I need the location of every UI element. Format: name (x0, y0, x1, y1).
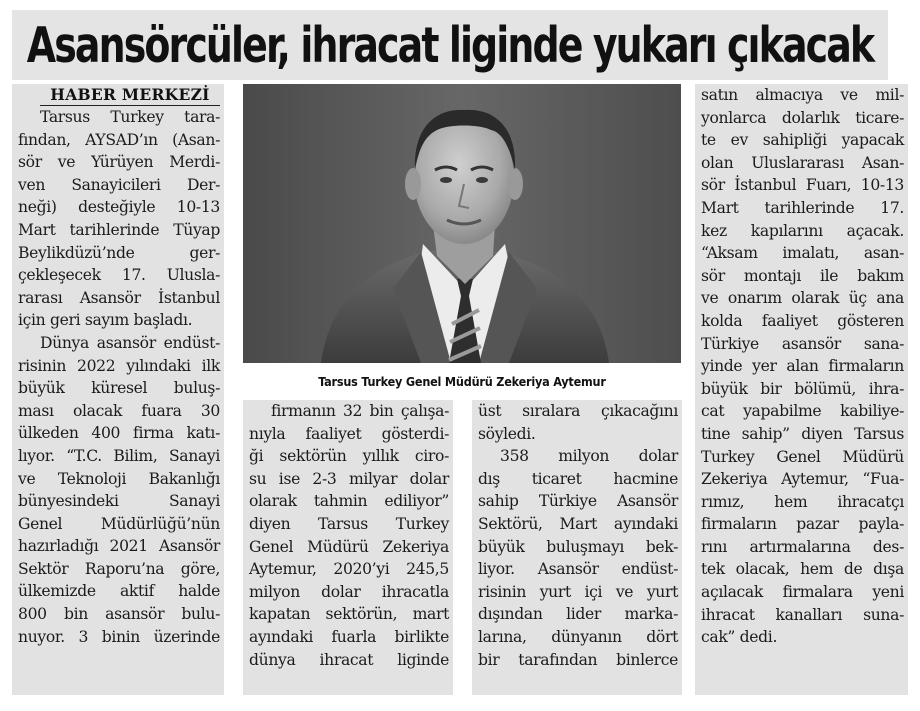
text-line: Sektörü, Mart ayındaki (478, 514, 678, 533)
text-line: sahip Türkiye Asansör (478, 492, 678, 511)
text-line: hazırladığı 2021 Asansör (18, 537, 220, 556)
headline-band (12, 10, 888, 80)
portrait-photo (243, 84, 681, 363)
text-line: açılacak firmalara yeni (701, 583, 904, 602)
text-line: fından, AYSAD’ın (Asan- (18, 130, 220, 149)
text-line: Genel Müdürlüğü’nün (18, 514, 220, 533)
text-line: büyük küresel buluş- (18, 379, 220, 398)
text-line: liyor. Asansör endüst- (478, 560, 678, 579)
text-line: su ise 2-3 milyar dolar (249, 469, 449, 488)
text-line: nuyor. 3 binin üzerinde (18, 627, 220, 646)
text-line: firmaların pazar payla- (701, 515, 904, 534)
text-column-1 (12, 84, 224, 695)
text-line: satın almacıya ve mil- (701, 86, 904, 104)
text-line: söyledi. (478, 424, 536, 443)
text-line: ması olacak fuara 30 (18, 401, 220, 420)
text-line: dış ticaret hacmine (478, 469, 678, 488)
text-line: neği) desteğiyle 10-13 (18, 198, 220, 217)
text-line: Beylikdüzü’nde ger- (18, 243, 220, 262)
text-line: büyük bir bölümü, ihra- (701, 379, 904, 398)
column-2-body (243, 400, 453, 671)
text-line: milyon dolar ihracatla (249, 582, 449, 601)
portrait-image (243, 84, 681, 363)
text-line: ven Sanayicileri Der- (18, 175, 220, 194)
text-line: tek olacak, hem de dışa (701, 560, 904, 579)
column-4-body (695, 84, 908, 649)
text-line: diyen Tarsus Turkey (249, 514, 449, 533)
text-line: yonlarca dolarlık ticare- (701, 108, 904, 127)
text-line: ve Teknoloji Bakanlığı (18, 469, 220, 488)
text-line: rarası Asansör İstanbul (18, 288, 220, 307)
text-line: cak” dedi. (701, 628, 778, 647)
text-line: Zekeriya Aytemur, “Fua- (701, 470, 904, 489)
text-column-2 (243, 400, 453, 695)
column-1-body (12, 106, 224, 648)
text-line: risinin 2022 yılındaki ilk (18, 356, 220, 375)
text-line: larına, dünyanın dört (478, 627, 678, 646)
photo-caption: Tarsus Turkey Genel Müdürü Zekeriya Aytemur (318, 373, 606, 389)
text-line: rını artırmalarına des- (701, 537, 904, 556)
text-line: 800 bin asansör bulu- (18, 605, 220, 624)
text-line: Sektör Raporu’na göre, (18, 559, 220, 578)
text-line: sör ve Yürüyen Merdi- (18, 153, 220, 172)
text-line: ve onarım olarak üç ana (701, 289, 904, 308)
text-line: olan Uluslararası Asan- (701, 153, 904, 172)
text-line: dışından lider marka- (478, 605, 678, 624)
text-line: ayındaki fuarla birlikte (249, 627, 449, 646)
text-line: ülkeden 400 firma katı- (18, 424, 220, 443)
text-line: üst sıralara çıkacağını (478, 402, 678, 420)
text-line: olarak tahmin ediliyor” (249, 492, 449, 511)
text-line: Mart tarihlerinde Tüyap (18, 220, 220, 239)
text-line: kapatan sektörün, mart (249, 605, 449, 624)
text-line: kolda faaliyet gösteren (701, 311, 904, 330)
text-line: çekleşecek 17. Ulusla- (18, 266, 220, 285)
text-line: sör İstanbul Fuarı, 10-13 (701, 176, 904, 195)
text-line: “Aksam imalatı, asan- (701, 244, 904, 263)
text-line: te ev sahipliği yapacak (701, 131, 904, 150)
text-line: Türkiye asansör sana- (701, 334, 904, 353)
text-line: dünya ihracat liginde (249, 650, 449, 669)
text-line: Aytemur, 2020’yi 245,5 (249, 560, 449, 579)
text-line: Genel Müdürü Zekeriya (249, 537, 449, 556)
text-line: kez kapılarını açacak. (701, 221, 904, 240)
text-column-3 (472, 400, 682, 695)
text-line: rımız, hem ihracatçı (701, 492, 904, 511)
text-line: Turkey Genel Müdürü (701, 447, 904, 466)
text-line: risinin yurt içi ve yurt (478, 582, 678, 601)
text-line: cat yapabilme kabiliye- (701, 402, 904, 421)
text-column-4 (695, 84, 908, 695)
article-headline: Asansörcüler, ihracat liginde yukarı çıkacak (26, 16, 874, 74)
byline: HABER MERKEZİ (40, 84, 220, 106)
text-line: firmanın 32 bin çalışa- (271, 402, 449, 420)
text-line: Dünya asansör endüst- (40, 333, 220, 352)
text-line: 358 milyon dolar (500, 447, 678, 466)
text-line: tine sahip” diyen Tarsus (701, 424, 904, 443)
text-line: yinde yer alan firmaların (701, 357, 904, 376)
text-line: bünyesindeki Sanayi (18, 492, 220, 511)
text-line: lıyor. “T.C. Bilim, Sanayi (18, 446, 220, 465)
text-line: büyük buluşmayı bek- (478, 537, 678, 556)
text-line: ihracat kanalları suna- (701, 605, 904, 624)
text-line: sör montajı ile bakım (701, 266, 904, 285)
text-line: bir tarafından binlerce (478, 650, 678, 669)
text-line: Tarsus Turkey tara- (40, 108, 220, 126)
text-line: ülkemizde aktif halde (18, 582, 220, 601)
text-line: nıyla faaliyet gösterdi- (249, 424, 449, 443)
text-line: Mart tarihlerinde 17. (701, 198, 904, 217)
column-3-body (472, 400, 682, 671)
text-line: için geri sayım başladı. (18, 311, 193, 330)
text-line: ği sektörün yıllık ciro- (249, 447, 449, 466)
